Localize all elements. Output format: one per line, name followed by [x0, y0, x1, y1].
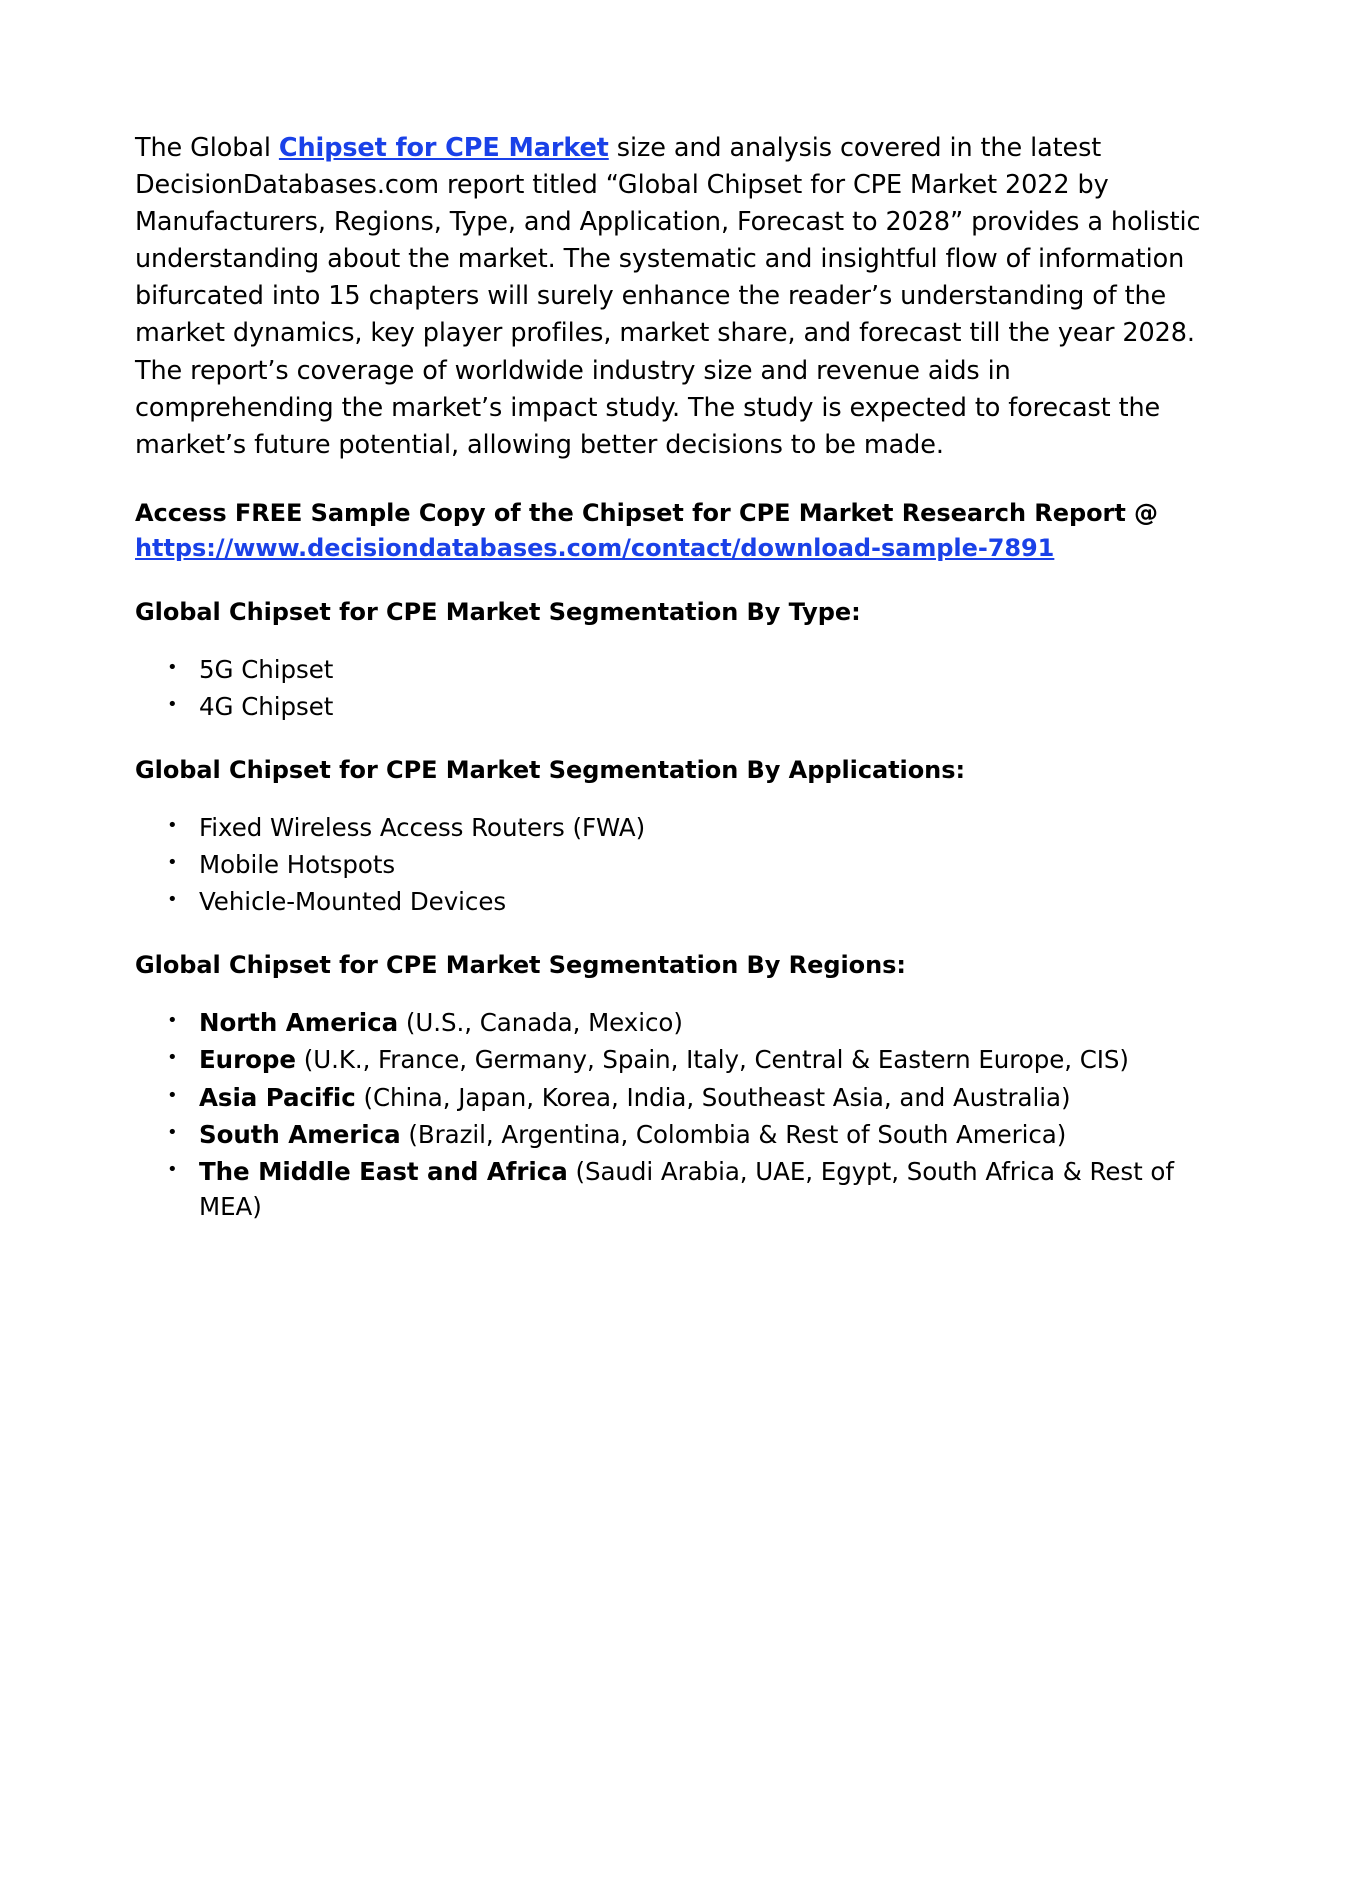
section-heading-applications: Global Chipset for CPE Market Segmentation By Applications:	[135, 756, 965, 785]
region-countries: (Saudi Arabia, UAE, Egypt, South Africa & Rest of MEA)	[199, 1157, 1174, 1222]
intro-paragraph	[135, 130, 1210, 464]
list-regions	[135, 1005, 1210, 1225]
region-countries: (U.S., Canada, Mexico)	[398, 1008, 683, 1038]
intro-rest: size and analysis covered in the latest DecisionDatabases.com report titled “Global Chipset for CPE Market 2022 by Manufacturers, Regions, Type, and Application, Forecast to 2028” provides a holistic understanding about the market. The systematic and insightful flow of information bifurcated into 15 chapters will surely enhance the reader’s understanding of the market dynamics, key player profiles, market share, and forecast till the year 2028. The report’s coverage of worldwide industry size and revenue aids in comprehending the market’s impact study. The study is expected to forecast the market’s future potential, allowing better decisions to be made.	[135, 133, 1201, 460]
list-item	[163, 1042, 1210, 1077]
list-item	[163, 1117, 1210, 1152]
list-item	[163, 689, 1210, 724]
list-item	[163, 1080, 1210, 1115]
list-item	[163, 1154, 1210, 1225]
list-item	[163, 884, 1210, 919]
list-item-label: 4G Chipset	[199, 691, 334, 721]
region-name: Asia Pacific	[199, 1082, 356, 1112]
sample-copy-paragraph	[135, 496, 1210, 566]
region-name: South America	[199, 1119, 401, 1149]
section-heading-type: Global Chipset for CPE Market Segmentation By Type:	[135, 597, 861, 626]
region-countries: (U.K., France, Germany, Spain, Italy, Central & Eastern Europe, CIS)	[295, 1045, 1129, 1075]
region-countries: (China, Japan, Korea, India, Southeast Asia, and Australia)	[355, 1082, 1071, 1112]
region-name: North America	[199, 1008, 399, 1038]
intro-prefix: The Global	[135, 133, 279, 163]
list-item	[163, 1005, 1210, 1040]
list-type	[135, 652, 1210, 725]
list-item	[163, 652, 1210, 687]
region-name: Europe	[199, 1045, 296, 1075]
list-item-label: Mobile Hotspots	[199, 849, 396, 879]
list-item-label: Fixed Wireless Access Routers (FWA)	[199, 812, 646, 842]
region-name: The Middle East and Africa	[199, 1157, 568, 1187]
list-item-label: 5G Chipset	[199, 654, 334, 684]
sample-copy-text: Access FREE Sample Copy of the Chipset for CPE Market Research Report @	[135, 498, 1159, 527]
chipset-market-link[interactable]: Chipset for CPE Market	[278, 133, 609, 163]
list-applications	[135, 810, 1210, 920]
list-item-label: Vehicle-Mounted Devices	[199, 887, 507, 917]
list-item	[163, 810, 1210, 845]
section-heading-regions: Global Chipset for CPE Market Segmentation By Regions:	[135, 951, 906, 980]
region-countries: (Brazil, Argentina, Colombia & Rest of South America)	[400, 1119, 1067, 1149]
sample-download-link[interactable]: https://www.decisiondatabases.com/contact/download-sample-7891	[135, 533, 1055, 562]
list-item	[163, 847, 1210, 882]
